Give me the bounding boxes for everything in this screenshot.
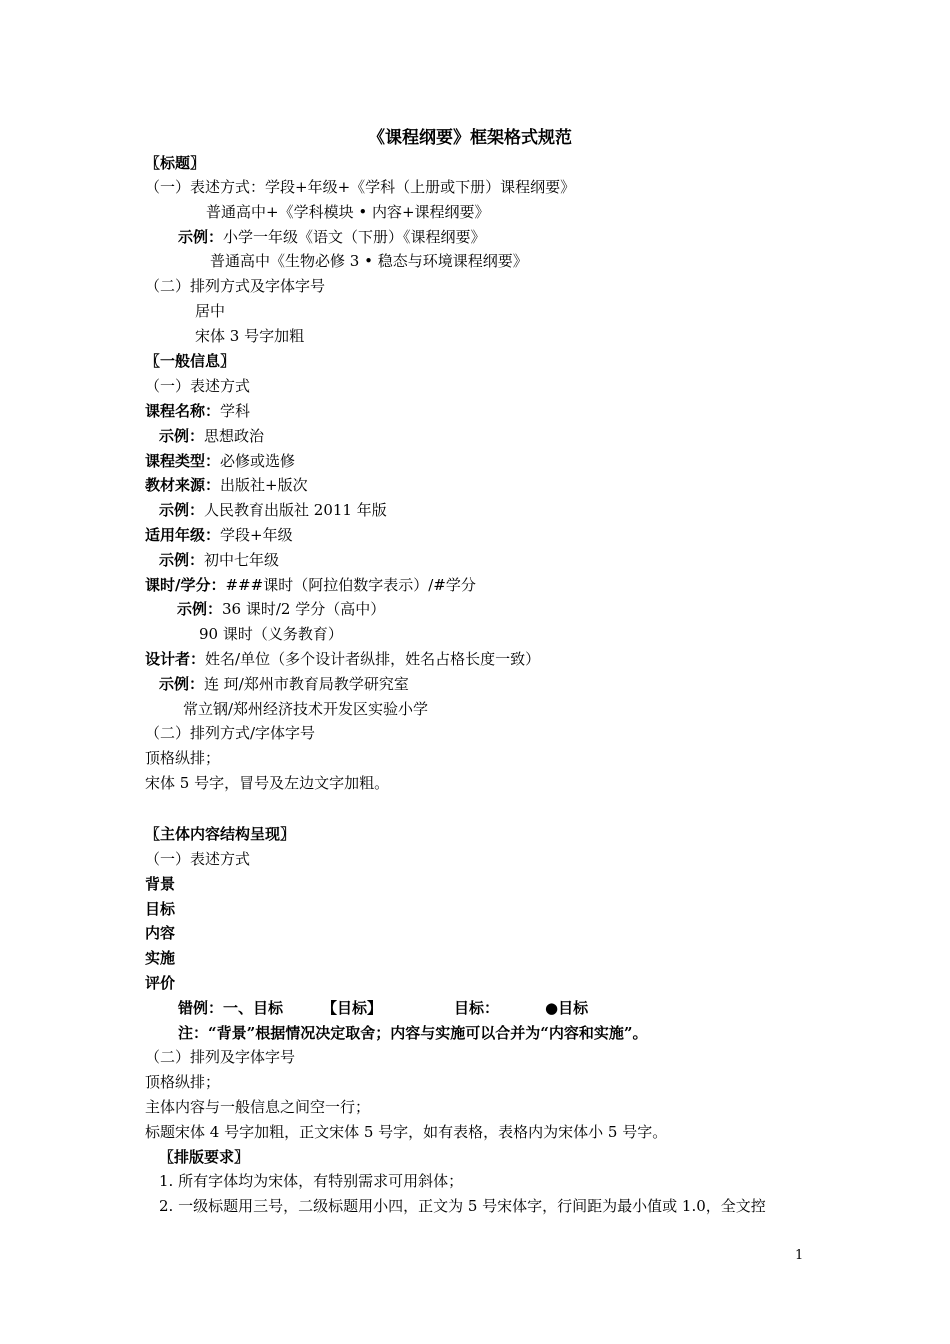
source-example <box>159 500 387 520</box>
title-example1 <box>178 227 486 247</box>
hours-value: ###课时（阿拉伯数字表示）/#学分 <box>225 576 476 594</box>
main-part-content: 内容 <box>145 924 176 942</box>
wrong-2: 【目标】 <box>322 999 383 1017</box>
main-part-goal: 目标 <box>145 900 176 918</box>
title-item2: （二）排列方式及字体字号 <box>145 277 326 295</box>
hours-label: 课时/学分： <box>145 576 226 594</box>
example-text: 思想政治 <box>204 427 265 445</box>
general-item2: （二）排列方式/字体字号 <box>145 724 316 742</box>
course-type-row <box>145 451 295 471</box>
wrong-1: 一、目标 <box>223 999 284 1017</box>
hours-row <box>145 575 476 595</box>
main-item2: （二）排列及字体字号 <box>145 1048 296 1066</box>
course-type-label: 课程类型： <box>145 452 221 470</box>
example-text: 连 珂/郑州市教育局教学研究室 <box>204 675 409 693</box>
hours-example1 <box>177 599 385 619</box>
title-example2: 普通高中《生物必修 3 • 稳态与环境课程纲要》 <box>210 252 528 270</box>
source-value: 出版社+版次 <box>220 476 308 494</box>
grade-label: 适用年级： <box>145 526 221 544</box>
layout-rule2: 2. 一级标题用三号，二级标题用小四，正文为 5 号宋体字，行间距为最小值或 1.0，全文控 <box>159 1197 766 1215</box>
course-name-value: 学科 <box>220 402 251 420</box>
title-item2-b: 宋体 3 号字加粗 <box>195 327 305 345</box>
layout-rule1: 1. 所有字体均为宋体，有特别需求可用斜体； <box>159 1172 464 1190</box>
document-title: 《课程纲要》框架格式规范 <box>368 128 572 148</box>
course-name-label: 课程名称： <box>145 402 221 420</box>
example-label: 示例： <box>177 600 223 618</box>
example-label: 示例： <box>159 427 205 445</box>
main-part-evaluation: 评价 <box>145 974 176 992</box>
example-label: 示例： <box>159 675 205 693</box>
designer-value: 姓名/单位（多个设计者纵排，姓名占格长度一致） <box>205 650 541 668</box>
page-number: 1 <box>795 1248 804 1263</box>
designer-example2: 常立钢/郑州经济技术开发区实验小学 <box>183 700 429 718</box>
example-label: 示例： <box>159 501 205 519</box>
section-heading-title: 〖标题〗 <box>145 154 206 172</box>
course-type-value: 必修或选修 <box>220 452 296 470</box>
example-text: 小学一年级《语文（下册）《课程纲要》 <box>223 228 486 246</box>
designer-label: 设计者： <box>145 650 206 668</box>
section-heading-general: 〖一般信息〗 <box>145 352 236 370</box>
main-item2-c: 标题宋体 4 号字加粗，正文宋体 5 号字，如有表格，表格内为宋体小 5 号字。 <box>145 1123 668 1141</box>
main-item2-a: 顶格纵排； <box>145 1073 221 1091</box>
example-label: 示例： <box>178 228 224 246</box>
section-heading-main: 〖主体内容结构呈现〗 <box>145 825 296 843</box>
section-heading-layout: 〖排版要求〗 <box>159 1148 250 1166</box>
general-item2-a: 顶格纵排； <box>145 749 221 767</box>
designer-example1 <box>159 674 409 694</box>
main-item2-b: 主体内容与一般信息之间空一行； <box>145 1098 371 1116</box>
title-item2-a: 居中 <box>195 302 226 320</box>
main-item1: （一）表述方式 <box>145 850 251 868</box>
general-item2-b: 宋体 5 号字，冒号及左边文字加粗。 <box>145 774 390 792</box>
title-item1: （一）表述方式：学段+年级+《学科（上册或下册）课程纲要》 <box>145 178 576 196</box>
grade-example <box>159 550 279 570</box>
general-item1: （一）表述方式 <box>145 377 251 395</box>
example-label: 示例： <box>159 551 205 569</box>
hours-example2: 90 课时（义务教育） <box>199 625 343 643</box>
example-text: 36 课时/2 学分（高中） <box>222 600 386 618</box>
main-part-background: 背景 <box>145 875 176 893</box>
course-name-row <box>145 401 250 421</box>
source-label: 教材来源： <box>145 476 221 494</box>
grade-row <box>145 525 293 545</box>
designer-row <box>145 649 540 669</box>
wrong-label: 错例： <box>178 999 224 1017</box>
grade-value: 学段+年级 <box>220 526 293 544</box>
title-item1-cont: 普通高中+《学科模块 • 内容+课程纲要》 <box>206 203 490 221</box>
wrong-example-label <box>178 998 283 1018</box>
source-row <box>145 475 308 495</box>
example-text: 初中七年级 <box>204 551 280 569</box>
example-text: 人民教育出版社 2011 年版 <box>204 501 387 519</box>
main-note: 注：“背景”根据情况决定取舍；内容与实施可以合并为“内容和实施”。 <box>178 1024 648 1042</box>
course-name-example <box>159 426 264 446</box>
wrong-3: 目标： <box>454 999 500 1017</box>
wrong-4: ●目标 <box>545 999 589 1017</box>
main-part-implementation: 实施 <box>145 949 176 967</box>
